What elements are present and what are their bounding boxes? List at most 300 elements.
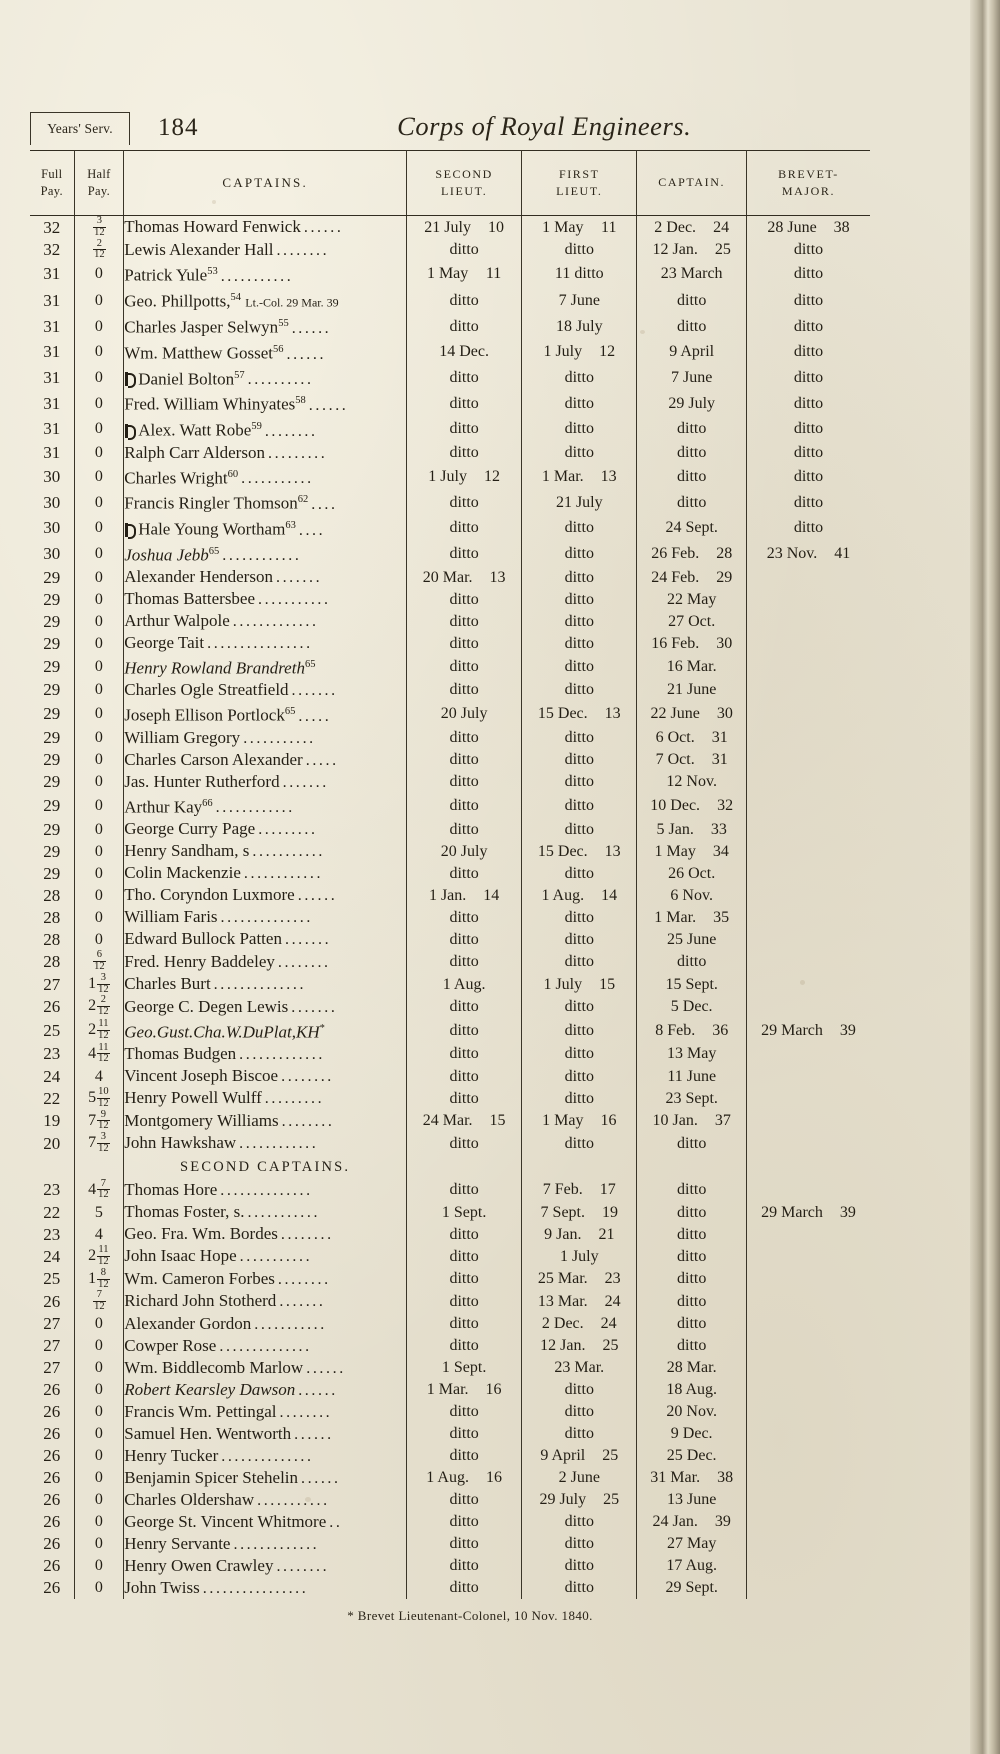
cell-second-lieut: ditto (407, 928, 522, 950)
cell-brevet-major (747, 1511, 870, 1533)
cell-half-pay: 0 (74, 632, 124, 654)
cell-first-lieut: ditto (522, 390, 637, 416)
cell-captain: ditto (637, 1245, 747, 1268)
cell-first-lieut: ditto (522, 515, 637, 541)
cell-brevet-major: 29 March 39 (761, 1021, 856, 1039)
cell-second-lieut: ditto (407, 515, 522, 541)
dot-leader: ............. (239, 1045, 325, 1063)
dot-leader: ...... (294, 1425, 334, 1443)
dot-leader: ........... (247, 1204, 321, 1222)
cell-first-lieut: 1 July 12 (522, 339, 637, 365)
dot-leader: ............ (239, 1135, 319, 1153)
cell-officer-name (124, 862, 407, 884)
cell-captain: 23 March (637, 261, 747, 287)
cell-officer-name (124, 840, 407, 862)
table-row (30, 771, 870, 793)
cell-officer-name (124, 442, 407, 464)
cell-second-lieut: ditto (407, 727, 522, 749)
dot-leader: ........... (258, 591, 331, 609)
column-header-captain: CAPTAIN. (637, 151, 747, 216)
officer-name-text: Thomas Budgen (124, 1043, 237, 1063)
officer-name-text: George Curry Page (124, 819, 256, 839)
cell-first-lieut: 13 Mar. 24 (522, 1290, 637, 1313)
footnote-reference: 63 (285, 519, 296, 531)
cell-first-lieut: ditto (522, 541, 637, 567)
cell-officer-name (124, 1511, 407, 1533)
dot-leader: ...... (297, 887, 338, 905)
cell-full-pay: 29 (30, 679, 74, 701)
table-row (30, 416, 870, 442)
cell-first-lieut: ditto (522, 1401, 637, 1423)
cell-officer-name (124, 793, 407, 819)
cell-half-pay: 0 (74, 1511, 124, 1533)
cell-officer-name (124, 610, 407, 632)
cell-first-lieut: ditto (522, 654, 637, 679)
cell-full-pay: 29 (30, 840, 74, 862)
cell-captain: 13 May (637, 1043, 747, 1066)
cell-captain: 24 Jan. 39 (637, 1511, 747, 1533)
officer-name-text: Edward Bullock Patten (124, 929, 282, 949)
table-row (30, 1110, 870, 1133)
cell-half-pay: 0 (74, 701, 124, 727)
cell-captain: 7 June (637, 365, 747, 391)
cell-full-pay: 26 (30, 1401, 74, 1423)
cell-first-lieut: ditto (522, 1087, 637, 1110)
cell-first-lieut: ditto (522, 749, 637, 771)
cell-half-pay: 0 (74, 654, 124, 679)
cell-full-pay: 26 (30, 1379, 74, 1401)
table-row (30, 1043, 870, 1066)
cell-second-lieut: ditto (407, 1533, 522, 1555)
cell-brevet-major (747, 1467, 870, 1489)
cell-first-lieut: 11 ditto (522, 261, 637, 287)
table-row (30, 749, 870, 771)
dot-leader: ........ (277, 1270, 331, 1288)
table-row (30, 1201, 870, 1223)
dot-leader: ............. (233, 1535, 320, 1553)
cell-brevet-major: ditto (793, 265, 824, 283)
cell-half-pay: 0 (74, 489, 124, 515)
officer-name-text: Charles Carson Alexander (124, 749, 303, 769)
cell-first-lieut: ditto (522, 1132, 637, 1155)
officer-name-text: Thomas Howard Fenwick (124, 217, 301, 237)
cell-half-pay: 0 (74, 261, 124, 287)
cell-full-pay: 28 (30, 884, 74, 906)
table-row (30, 1511, 870, 1533)
officer-name-text: Jas. Hunter Rutherford (124, 771, 280, 791)
cell-brevet-major: 28 June 38 (767, 218, 850, 236)
cell-first-lieut: ditto (522, 1423, 637, 1445)
cell-second-lieut: ditto (407, 1401, 522, 1423)
cell-captain: 6 Nov. (637, 884, 747, 906)
cell-half-pay: 0 (74, 862, 124, 884)
cell-half-pay: 2 $\frac{2}{12}$ (74, 995, 124, 1018)
cell-second-lieut: ditto (407, 1245, 522, 1268)
cell-captain: 6 Oct. 31 (637, 727, 747, 749)
cell-officer-name (124, 566, 407, 588)
table-row (30, 701, 870, 727)
cell-captain: 8 Feb. 36 (637, 1018, 747, 1043)
cell-full-pay: 31 (30, 313, 74, 339)
column-header-first-lieut: FIRST LIEUT. (522, 151, 637, 216)
section-heading-second-captains: SECOND CAPTAINS. (124, 1155, 407, 1179)
table-row (30, 1065, 870, 1087)
cell-captain: 23 Sept. (637, 1087, 747, 1110)
officer-name-text: Charles Burt (124, 974, 211, 994)
officer-name-text: Wm. Matthew Gosset (124, 343, 273, 363)
cell-brevet-major (747, 1087, 870, 1110)
cell-captain: ditto (637, 1201, 747, 1223)
cell-captain: ditto (637, 1290, 747, 1313)
cell-full-pay: 26 (30, 1511, 74, 1533)
cell-second-lieut: 1 Aug. 16 (407, 1467, 522, 1489)
cell-full-pay: 31 (30, 442, 74, 464)
dot-leader: ....... (291, 998, 338, 1016)
table-row (30, 261, 870, 287)
officer-name-text: John Isaac Hope (124, 1246, 237, 1266)
cell-full-pay: 29 (30, 632, 74, 654)
column-header-brevet-major: BREVET- MAJOR. (747, 151, 870, 216)
cell-captain: 18 Aug. (637, 1379, 747, 1401)
page-footnote (0, 1608, 940, 1624)
cell-captain: 26 Oct. (637, 862, 747, 884)
cell-captain: 7 Oct. 31 (637, 749, 747, 771)
officer-name-text: Tho. Coryndon Luxmore (124, 885, 295, 905)
table-row (30, 1445, 870, 1467)
cell-first-lieut: ditto (522, 995, 637, 1018)
page-header (30, 112, 870, 148)
cell-brevet-major (747, 1379, 870, 1401)
cell-full-pay: 23 (30, 1043, 74, 1066)
cell-officer-name (124, 390, 407, 416)
cell-officer-name (124, 1335, 407, 1357)
dot-leader: ................ (202, 1579, 309, 1597)
cell-brevet-major (747, 679, 870, 701)
dot-leader: ....... (284, 931, 332, 949)
cell-first-lieut: 21 July (522, 489, 637, 515)
cell-half-pay: 7 $\frac{3}{12}$ (74, 1132, 124, 1155)
cell-first-lieut: ditto (522, 1555, 637, 1577)
cell-half-pay: 0 (74, 287, 124, 314)
table-row (30, 515, 870, 541)
dot-leader: ........... (220, 267, 294, 285)
cell-officer-name (124, 313, 407, 339)
dot-leader: ........ (281, 1112, 335, 1130)
cell-officer-name (124, 727, 407, 749)
table-row (30, 1379, 870, 1401)
cell-first-lieut: 7 Sept. 19 (522, 1201, 637, 1223)
officer-name-text: Robert Kearsley Dawson (124, 1379, 296, 1399)
cell-second-lieut: ditto (407, 1335, 522, 1357)
cell-captain: 27 Oct. (637, 610, 747, 632)
cell-full-pay: 20 (30, 1132, 74, 1155)
cell-full-pay: 24 (30, 1245, 74, 1268)
table-row (30, 1577, 870, 1599)
table-row (30, 239, 870, 262)
cell-half-pay: 0 (74, 1577, 124, 1599)
table-row (30, 862, 870, 884)
officer-name-text: Montgomery Williams (124, 1110, 279, 1130)
officer-name-text: William Faris (124, 907, 218, 927)
cell-captain: 25 Dec. (637, 1445, 747, 1467)
officer-name-text: Wm. Biddlecomb Marlow (124, 1357, 304, 1377)
cell-officer-name (124, 365, 407, 391)
cell-captain: ditto (637, 1132, 747, 1155)
cell-half-pay: 2 $\frac{11}{12}$ (74, 1245, 124, 1268)
cell-brevet-major (747, 1401, 870, 1423)
dot-leader: .............. (220, 1181, 313, 1199)
officer-name-text: Charles Oldershaw (124, 1489, 255, 1509)
cell-half-pay: $\frac{3}{12}$ (74, 216, 124, 239)
footnote-reference: 56 (273, 344, 284, 356)
cell-second-lieut: ditto (407, 365, 522, 391)
rank-annotation: Lt.-Col. 29 Mar. 39 (245, 295, 339, 310)
cell-second-lieut: 1 July 12 (407, 464, 522, 490)
dot-leader: ........... (239, 1248, 313, 1266)
footnote-reference: 57 (234, 369, 245, 381)
cell-first-lieut: ditto (522, 416, 637, 442)
cell-captain: ditto (637, 1223, 747, 1245)
cell-captain: 5 Jan. 33 (637, 818, 747, 840)
dot-leader: ........... (241, 470, 314, 488)
officer-name-text: Charles Ogle Streatfield (124, 679, 289, 699)
cell-brevet-major (747, 1423, 870, 1445)
cell-second-lieut: ditto (407, 1313, 522, 1335)
officer-name-text: Fred. Henry Baddeley (124, 951, 275, 971)
cell-second-lieut: 14 Dec. (407, 339, 522, 365)
table-row (30, 610, 870, 632)
cell-full-pay: 32 (30, 239, 74, 262)
officer-name-text: Thomas Hore (124, 1179, 218, 1199)
book-binding-gutter (970, 0, 1000, 1754)
column-header-captains: CAPTAINS. (124, 151, 407, 216)
cell-captain: 29 Sept. (637, 1577, 747, 1599)
cell-half-pay: 0 (74, 771, 124, 793)
cell-brevet-major (747, 632, 870, 654)
cell-full-pay: 24 (30, 1065, 74, 1087)
cell-captain: ditto (637, 1179, 747, 1202)
cell-full-pay: 30 (30, 515, 74, 541)
dot-leader: ......... (258, 821, 318, 839)
officer-name-text: Hale Young Wortham (138, 519, 286, 539)
cell-brevet-major (747, 610, 870, 632)
cell-brevet-major: 29 March 39 (761, 1203, 856, 1221)
dot-leader: .... (298, 521, 326, 539)
cell-first-lieut: ditto (522, 365, 637, 391)
footnote-reference: 55 (278, 318, 289, 330)
officer-name-text: William Gregory (124, 727, 241, 747)
cell-second-lieut: 1 Jan. 14 (407, 884, 522, 906)
cell-captain: 12 Jan. 25 (637, 239, 747, 262)
cell-first-lieut: 1 July (522, 1245, 637, 1268)
table-row (30, 216, 870, 239)
footnote-reference: 65 (304, 659, 316, 671)
dot-leader: ....... (279, 1293, 326, 1311)
cell-full-pay: 26 (30, 1489, 74, 1511)
dot-leader: ...... (301, 1469, 341, 1487)
cell-half-pay (74, 1155, 124, 1179)
cell-full-pay: 29 (30, 610, 74, 632)
dot-leader: .. (329, 1513, 343, 1531)
cell-second-lieut: ditto (407, 1555, 522, 1577)
dot-leader: ........ (276, 241, 330, 259)
cell-officer-name (124, 1467, 407, 1489)
cell-half-pay: 0 (74, 793, 124, 819)
table-row (30, 973, 870, 996)
cell-second-lieut: ditto (407, 1087, 522, 1110)
table-row (30, 950, 870, 973)
table-row (30, 1533, 870, 1555)
table-row (30, 1313, 870, 1335)
cell-full-pay: 29 (30, 749, 74, 771)
cell-officer-name (124, 1087, 407, 1110)
cell-officer-name (124, 1533, 407, 1555)
order-badge-icon (124, 523, 135, 537)
dot-leader: ......... (264, 1090, 325, 1108)
cell-second-lieut: ditto (407, 541, 522, 567)
cell-second-lieut: ditto (407, 1268, 522, 1291)
cell-officer-name (124, 261, 407, 287)
cell-full-pay (30, 1155, 74, 1179)
cell-officer-name (124, 1445, 407, 1467)
cell-captain: 21 June (637, 679, 747, 701)
cell-second-lieut: 1 Aug. (407, 973, 522, 996)
officer-name-text: Joshua Jebb (124, 545, 209, 565)
officer-name-text: Joseph Ellison Portlock (124, 705, 285, 725)
cell-officer-name (124, 654, 407, 679)
cell-full-pay: 29 (30, 701, 74, 727)
cell-brevet-major (747, 995, 870, 1018)
cell-half-pay: 0 (74, 1423, 124, 1445)
cell-half-pay: 0 (74, 566, 124, 588)
cell-half-pay: 0 (74, 1445, 124, 1467)
cell-second-lieut: ditto (407, 679, 522, 701)
cell-first-lieut: ditto (522, 928, 637, 950)
cell-officer-name (124, 1179, 407, 1202)
cell-half-pay: 0 (74, 1533, 124, 1555)
officer-name-text: John Twiss (124, 1577, 200, 1597)
cell-brevet-major (747, 727, 870, 749)
officer-name-text: Geo. Phillpotts, (124, 291, 231, 311)
cell-half-pay: 0 (74, 818, 124, 840)
cell-brevet-major (747, 771, 870, 793)
cell-first-lieut: 7 June (522, 287, 637, 314)
cell-first-lieut: ditto (522, 793, 637, 819)
cell-brevet-major (747, 1065, 870, 1087)
officer-name-text: Arthur Kay (124, 797, 203, 817)
cell-second-lieut: 1 Mar. 16 (407, 1379, 522, 1401)
cell-captain: ditto (637, 1335, 747, 1357)
table-row (30, 1401, 870, 1423)
officer-name-text: George St. Vincent Whitmore (124, 1511, 327, 1531)
cell-half-pay: 0 (74, 1313, 124, 1335)
cell-half-pay: 0 (74, 339, 124, 365)
dot-leader: ........... (257, 1491, 330, 1509)
cell-officer-name (124, 1201, 407, 1223)
cell-brevet-major (747, 906, 870, 928)
officer-name-text: George Tait (124, 633, 205, 653)
cell-brevet-major: ditto (793, 420, 824, 438)
table-row (30, 654, 870, 679)
column-header-half-pay: Half Pay. (74, 151, 124, 216)
footnote-reference: 58 (295, 395, 306, 407)
table-row (30, 727, 870, 749)
footnote-reference: 54 (230, 291, 242, 303)
seniority-table (30, 150, 870, 1599)
cell-officer-name (124, 1379, 407, 1401)
footnote-marker: * (347, 1608, 355, 1623)
cell-half-pay: 0 (74, 884, 124, 906)
cell-brevet-major (747, 1110, 870, 1133)
cell-first-lieut: 25 Mar. 23 (522, 1268, 637, 1291)
dot-leader: ........ (276, 1557, 330, 1575)
cell-second-lieut: ditto (407, 995, 522, 1018)
cell-second-lieut: ditto (407, 1018, 522, 1043)
cell-full-pay: 30 (30, 464, 74, 490)
cell-first-lieut: 9 Jan. 21 (522, 1223, 637, 1245)
cell-full-pay: 29 (30, 654, 74, 679)
dot-leader: ....... (291, 681, 338, 699)
cell-second-lieut: ditto (407, 1290, 522, 1313)
page-number: 184 (158, 114, 199, 141)
cell-brevet-major (747, 566, 870, 588)
cell-half-pay: 0 (74, 1489, 124, 1511)
officer-name-text: Henry Sandham, s (124, 841, 250, 861)
footnote-reference: 65 (284, 705, 296, 717)
cell-first-lieut: 1 July 15 (522, 973, 637, 996)
cell-officer-name (124, 1065, 407, 1087)
table-row (30, 1179, 870, 1202)
section-heading-row (30, 1155, 870, 1179)
cell-captain: 16 Mar. (637, 654, 747, 679)
table-row (30, 995, 870, 1018)
cell-second-lieut: ditto (407, 1489, 522, 1511)
cell-officer-name (124, 1401, 407, 1423)
cell-officer-name (124, 1110, 407, 1133)
cell-first-lieut: ditto (522, 1379, 637, 1401)
table-row (30, 1018, 870, 1043)
cell-first-lieut: 18 July (522, 313, 637, 339)
dot-leader: .... (311, 495, 338, 513)
dot-leader: ........ (277, 953, 331, 971)
cell-captain: 2 Dec. 24 (637, 216, 747, 239)
cell-captain: ditto (637, 287, 747, 314)
cell-second-lieut: 24 Mar. 15 (407, 1110, 522, 1133)
cell-captain: 26 Feb. 28 (637, 541, 747, 567)
cell-officer-name (124, 515, 407, 541)
cell-full-pay: 29 (30, 818, 74, 840)
years-serv-header-box (30, 112, 130, 145)
cell-captain: ditto (637, 489, 747, 515)
cell-second-lieut: ditto (407, 1065, 522, 1087)
dot-leader: ...... (291, 320, 332, 338)
cell-officer-name (124, 1132, 407, 1155)
cell-first-lieut: 1 Aug. 14 (522, 884, 637, 906)
cell-brevet-major (747, 1489, 870, 1511)
cell-officer-name (124, 541, 407, 567)
cell-officer-name (124, 489, 407, 515)
cell-officer-name (124, 749, 407, 771)
cell-second-lieut: ditto (407, 239, 522, 262)
cell-brevet-major: ditto (793, 369, 824, 387)
cell-second-lieut: ditto (407, 1043, 522, 1066)
cell-second-lieut: ditto (407, 950, 522, 973)
cell-captain: 10 Jan. 37 (637, 1110, 747, 1133)
cell-captain: 17 Aug. (637, 1555, 747, 1577)
cell-brevet-major: ditto (793, 343, 824, 361)
cell-half-pay: 0 (74, 464, 124, 490)
cell-captain: 27 May (637, 1533, 747, 1555)
